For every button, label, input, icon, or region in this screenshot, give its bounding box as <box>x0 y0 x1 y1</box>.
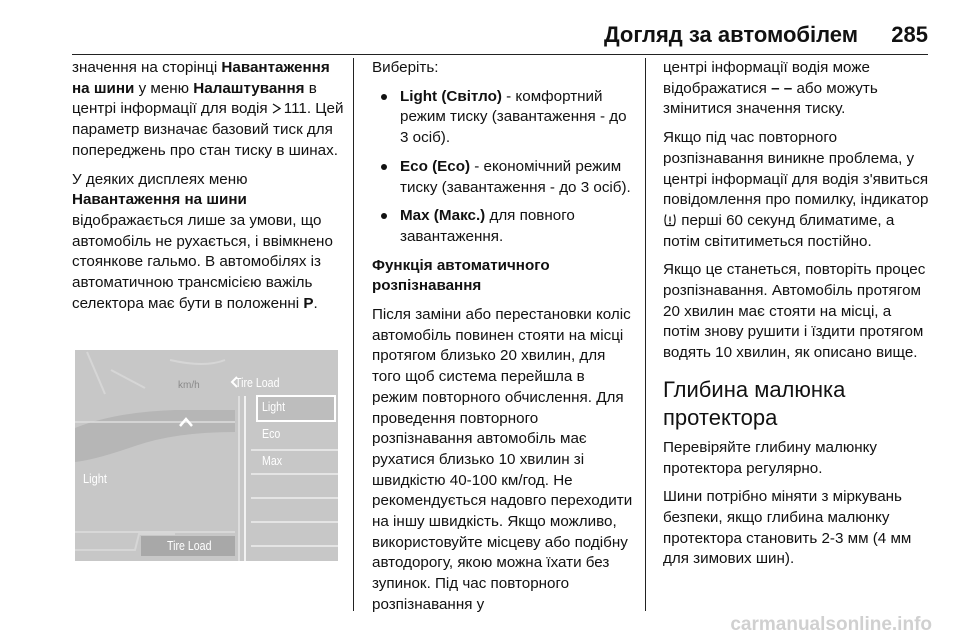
text-column-3 <box>663 58 931 578</box>
text: перші 60 секунд блиматиме, а потім світитиметься постійно. <box>663 211 895 250</box>
option-light: Light <box>262 400 286 414</box>
page-reference-icon <box>272 103 281 114</box>
tire-load-display-figure <box>75 350 338 561</box>
text: відображається лише за умови, що автомобіль не рухається, і ввімкнено стоянкове гальмо. В автомобілях із автоматичною трансмісією важіль селектора має бути в положенні <box>72 211 333 312</box>
speed-unit-label: km/h <box>178 380 200 391</box>
text: . Цей параметр визначає базовий тиск для попереджень про стан тиску в шинах. <box>72 100 344 159</box>
text: Якщо під час повторного розпізнавання виникне проблема, у центрі інформації для водія з'явиться повідомлення про помилку, індикатор <box>663 129 929 209</box>
paragraph-display-conditions <box>72 170 344 315</box>
selected-mode-label: Light <box>83 471 107 486</box>
page-number: 285 <box>891 22 928 47</box>
header-rule <box>72 54 928 55</box>
text: значення на сторінці <box>72 59 222 76</box>
paragraph-auto-detection: Після заміни або перестановки коліс автомобіль повинен стояти на місці протягом близько 20 хвилин, для того щоб система перейшла в режим повторного обчислення. Для проведення повторного розпізнавання автомобіль має рухатися близько 10 хвилин зі швидкістю 40-100 км/год. Не рекомендується надовго переходити на іншу швидкість. Якщо можливо, використовуйте місцеву або подібну автодорогу, якою можна їхати без зупинок. Під час повторного розпізнавання у <box>372 306 633 613</box>
list-item <box>372 87 634 149</box>
paragraph-replace-tires: Шини потрібно міняти з міркувань безпеки, якщо глибина малюнку протектора становить 2-3 мм (4 мм для зимових шин). <box>663 488 912 568</box>
list-item <box>372 157 634 198</box>
menu-name-tire-load: Навантаження на шини <box>72 191 247 209</box>
text: або можуть змінитися значення тиску. <box>663 79 878 118</box>
mode-description: для повного завантаження. <box>400 207 575 245</box>
paragraph-check-tread: Перевіряйте глибину малюнку протектора регулярно. <box>663 438 878 477</box>
section-subheading: Функція автоматичного розпізнавання <box>372 256 550 295</box>
text-column-2 <box>372 58 634 624</box>
watermark: carmanualsonline.info <box>730 614 932 635</box>
mode-description: - комфортний режим тиску (завантаження - до 3 осіб). <box>400 87 627 147</box>
text: У деяких дисплеях меню <box>72 170 248 188</box>
gear-position-p: P <box>303 294 314 312</box>
mode-name: Max (Макс.) <box>400 207 486 225</box>
text: у меню <box>134 79 194 97</box>
mode-description: - економічний режим тиску (завантаження - до 3 осіб). <box>400 157 631 196</box>
paragraph-repeat-process: Якщо це станеться, повторіть процес розпізнавання. Автомобіль протягом 20 хвилин має стояти на місці, а потім знову рушити і їздити протягом водять 10 хвилин, як описано вище. <box>663 261 926 362</box>
section-heading-tread-depth: Глибина малюнка протектора <box>663 376 846 430</box>
option-max: Max <box>262 454 283 468</box>
option-eco: Eco <box>262 427 281 441</box>
page-reference-link[interactable]: 111 <box>283 100 307 118</box>
mode-name: Light (Світло) <box>400 87 502 105</box>
mode-list <box>372 87 634 248</box>
column-divider-1 <box>353 58 354 611</box>
display-graphics <box>75 350 338 561</box>
paragraph-tire-load-setting <box>72 58 344 162</box>
tire-load-header: Tire Load <box>235 376 280 390</box>
tire-pressure-warning-icon <box>663 213 677 227</box>
paragraph-dic-display <box>663 58 931 120</box>
menu-name-tire-load: Навантаження на шини <box>72 59 330 97</box>
menu-name-settings: Налаштування <box>193 79 305 97</box>
page-title: Догляд за автомобілем <box>603 22 858 47</box>
paragraph-error-indicator <box>663 128 931 252</box>
text-column-1 <box>72 58 344 322</box>
column-divider-2 <box>645 58 646 611</box>
list-item <box>372 206 634 247</box>
tire-load-footer: Tire Load <box>167 539 212 553</box>
select-intro: Виберіть: <box>372 59 439 76</box>
dash-display: – – <box>771 79 793 97</box>
text: в центрі інформації для водія <box>72 79 317 118</box>
text: . <box>313 294 318 312</box>
mode-name: Eco (Eco) <box>400 157 471 175</box>
text: центрі інформації водія може відображатися <box>663 59 870 97</box>
